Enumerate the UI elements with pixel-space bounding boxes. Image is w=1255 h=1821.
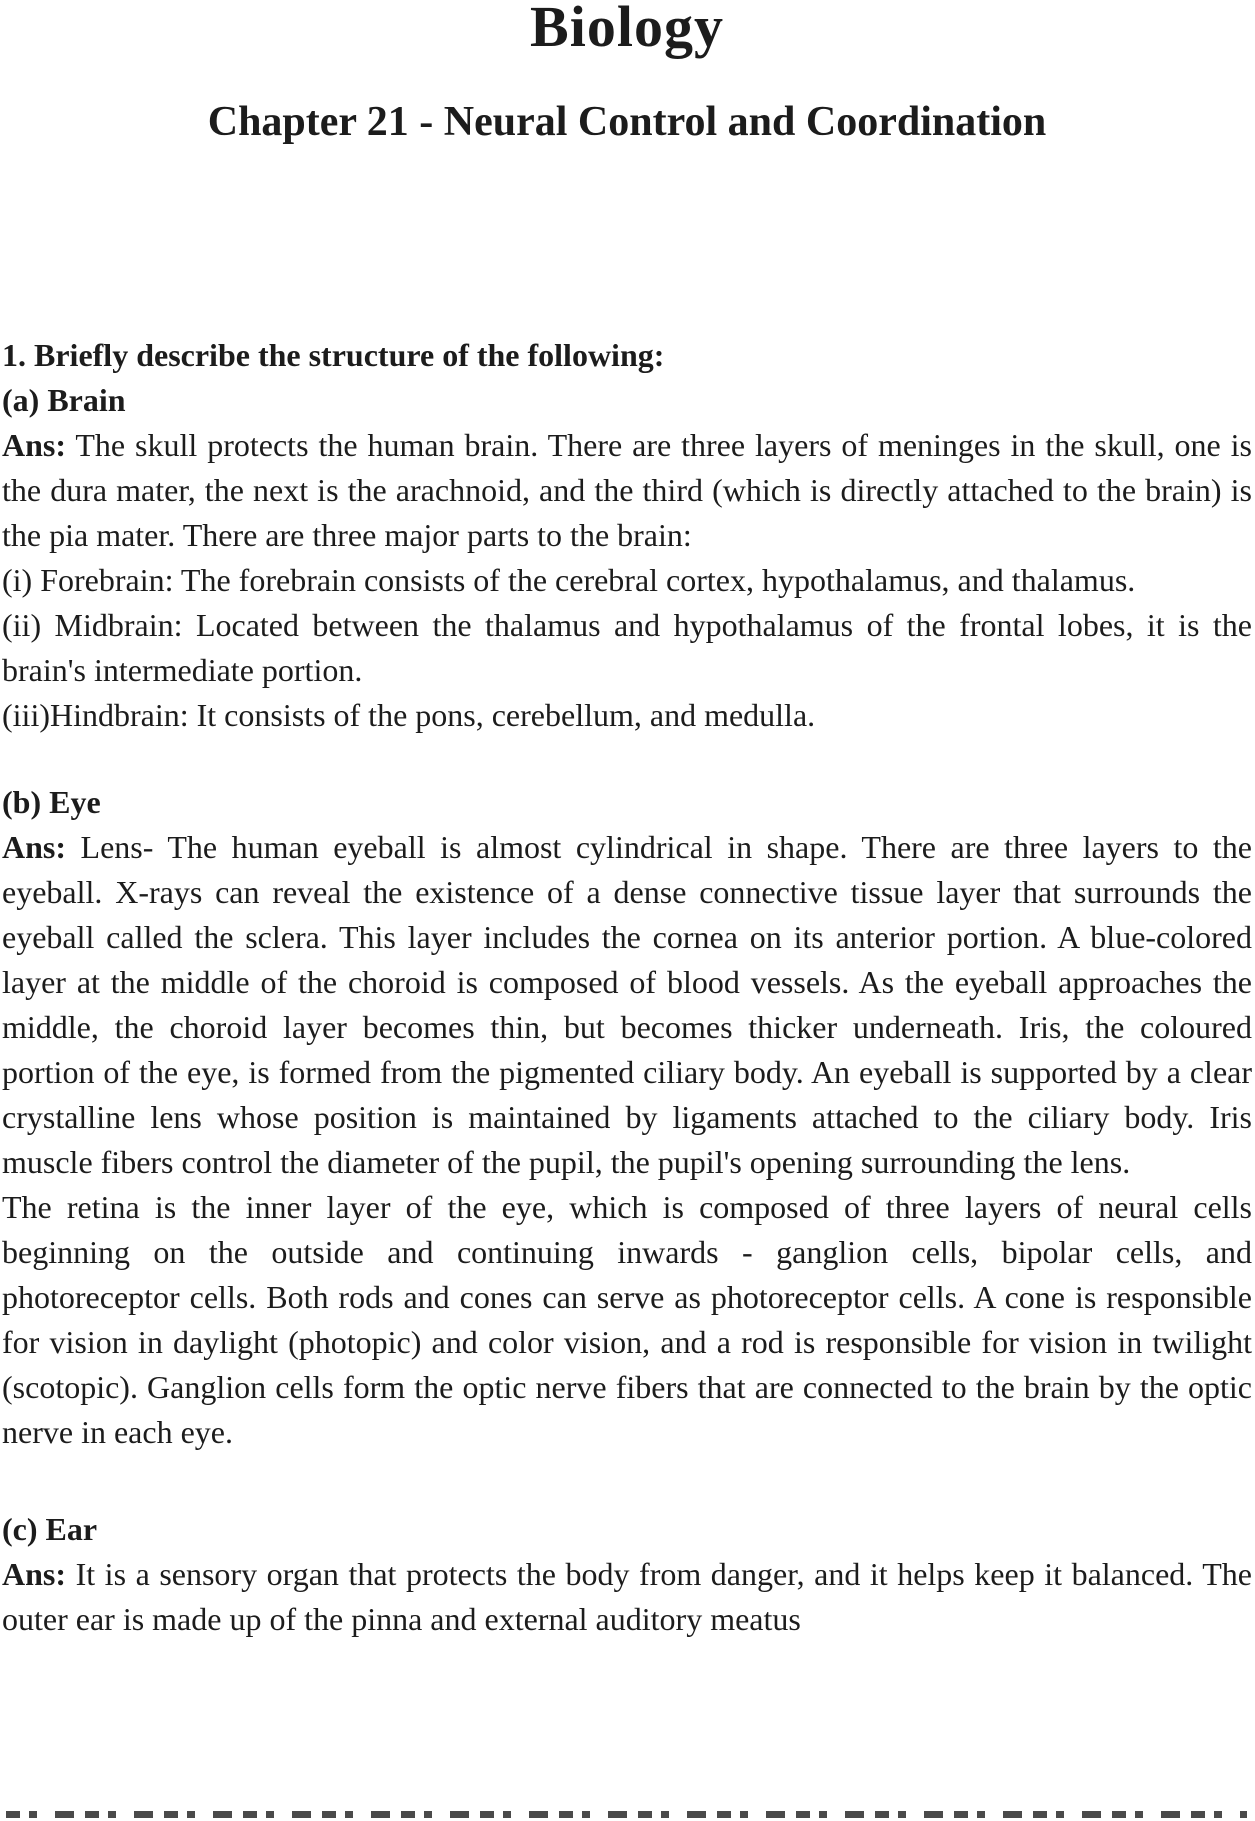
clipped-next-line-fragment <box>6 1811 1247 1818</box>
answer-section-brain <box>2 378 1252 738</box>
answer-paragraph-eye-retina: The retina is the inner layer of the eye, which is composed of three layers of neural cells beginning on the outside and continuing inwards - ganglion cells, bipolar cells, and photoreceptor cells. Both rods and cones can serve as photoreceptor cells. A cone is responsible for vision in daylight (photopic) and color vision, and a rod is responsible for vision in twilight (scotopic). Ganglion cells form the optic nerve fibers that are connected to the brain by the optic nerve in each eye. <box>2 1189 1252 1450</box>
answer-section-eye <box>2 780 1252 1455</box>
answer-paragraph-ear <box>2 1552 1252 1642</box>
page-title: Biology <box>530 0 724 59</box>
brain-item-midbrain: (ii) Midbrain: Located between the thalamus and hypothalamus of the frontal lobes, it is the brain's intermediate portion. <box>2 607 1252 688</box>
part-label-eye: (b) Eye <box>2 784 101 820</box>
answer-paragraph-eye <box>2 825 1252 1185</box>
ans-label-eye: Ans: <box>2 829 67 865</box>
part-label-brain: (a) Brain <box>2 382 126 418</box>
chapter-subtitle: Chapter 21 - Neural Control and Coordination <box>207 99 1047 145</box>
brain-item-forebrain: (i) Forebrain: The forebrain consists of the cerebral cortex, hypothalamus, and thalamus. <box>2 562 1136 598</box>
ans-label-brain: Ans: <box>2 427 67 463</box>
question-heading: 1. Briefly describe the structure of the following: <box>2 337 665 373</box>
brain-item-hindbrain: (iii)Hindbrain: It consists of the pons, cerebellum, and medulla. <box>2 697 816 733</box>
answer-text-ear: It is a sensory organ that protects the body from danger, and it helps keep it balanced. The outer ear is made up of the pinna and external auditory meatus <box>2 1556 1253 1637</box>
part-label-ear: (c) Ear <box>2 1511 98 1547</box>
ans-label-ear: Ans: <box>2 1556 67 1592</box>
answer-section-ear <box>2 1507 1252 1642</box>
answer-text-eye: Lens- The human eyeball is almost cylindrical in shape. There are three layers to the eyeball. X-rays can reveal the existence of a dense connective tissue layer that surrounds the eyeball called the sclera. This layer includes the cornea on its anterior portion. A blue-colored layer at the middle of the choroid is composed of blood vessels. As the eyeball approaches the middle, the choroid layer becomes thin, but becomes thicker underneath. Iris, the coloured portion of the eye, is formed from the pigmented ciliary body. An eyeball is supported by a clear crystalline lens whose position is maintained by ligaments attached to the ciliary body. Iris muscle fibers control the diameter of the pupil, the pupil's opening surrounding the lens. <box>2 829 1253 1180</box>
answer-paragraph-brain <box>2 423 1252 558</box>
answer-text-brain: The skull protects the human brain. There are three layers of meninges in the skull, one is the dura mater, the next is the arachnoid, and the third (which is directly attached to the brain) is the pia mater. There are three major parts to the brain: <box>2 427 1253 553</box>
